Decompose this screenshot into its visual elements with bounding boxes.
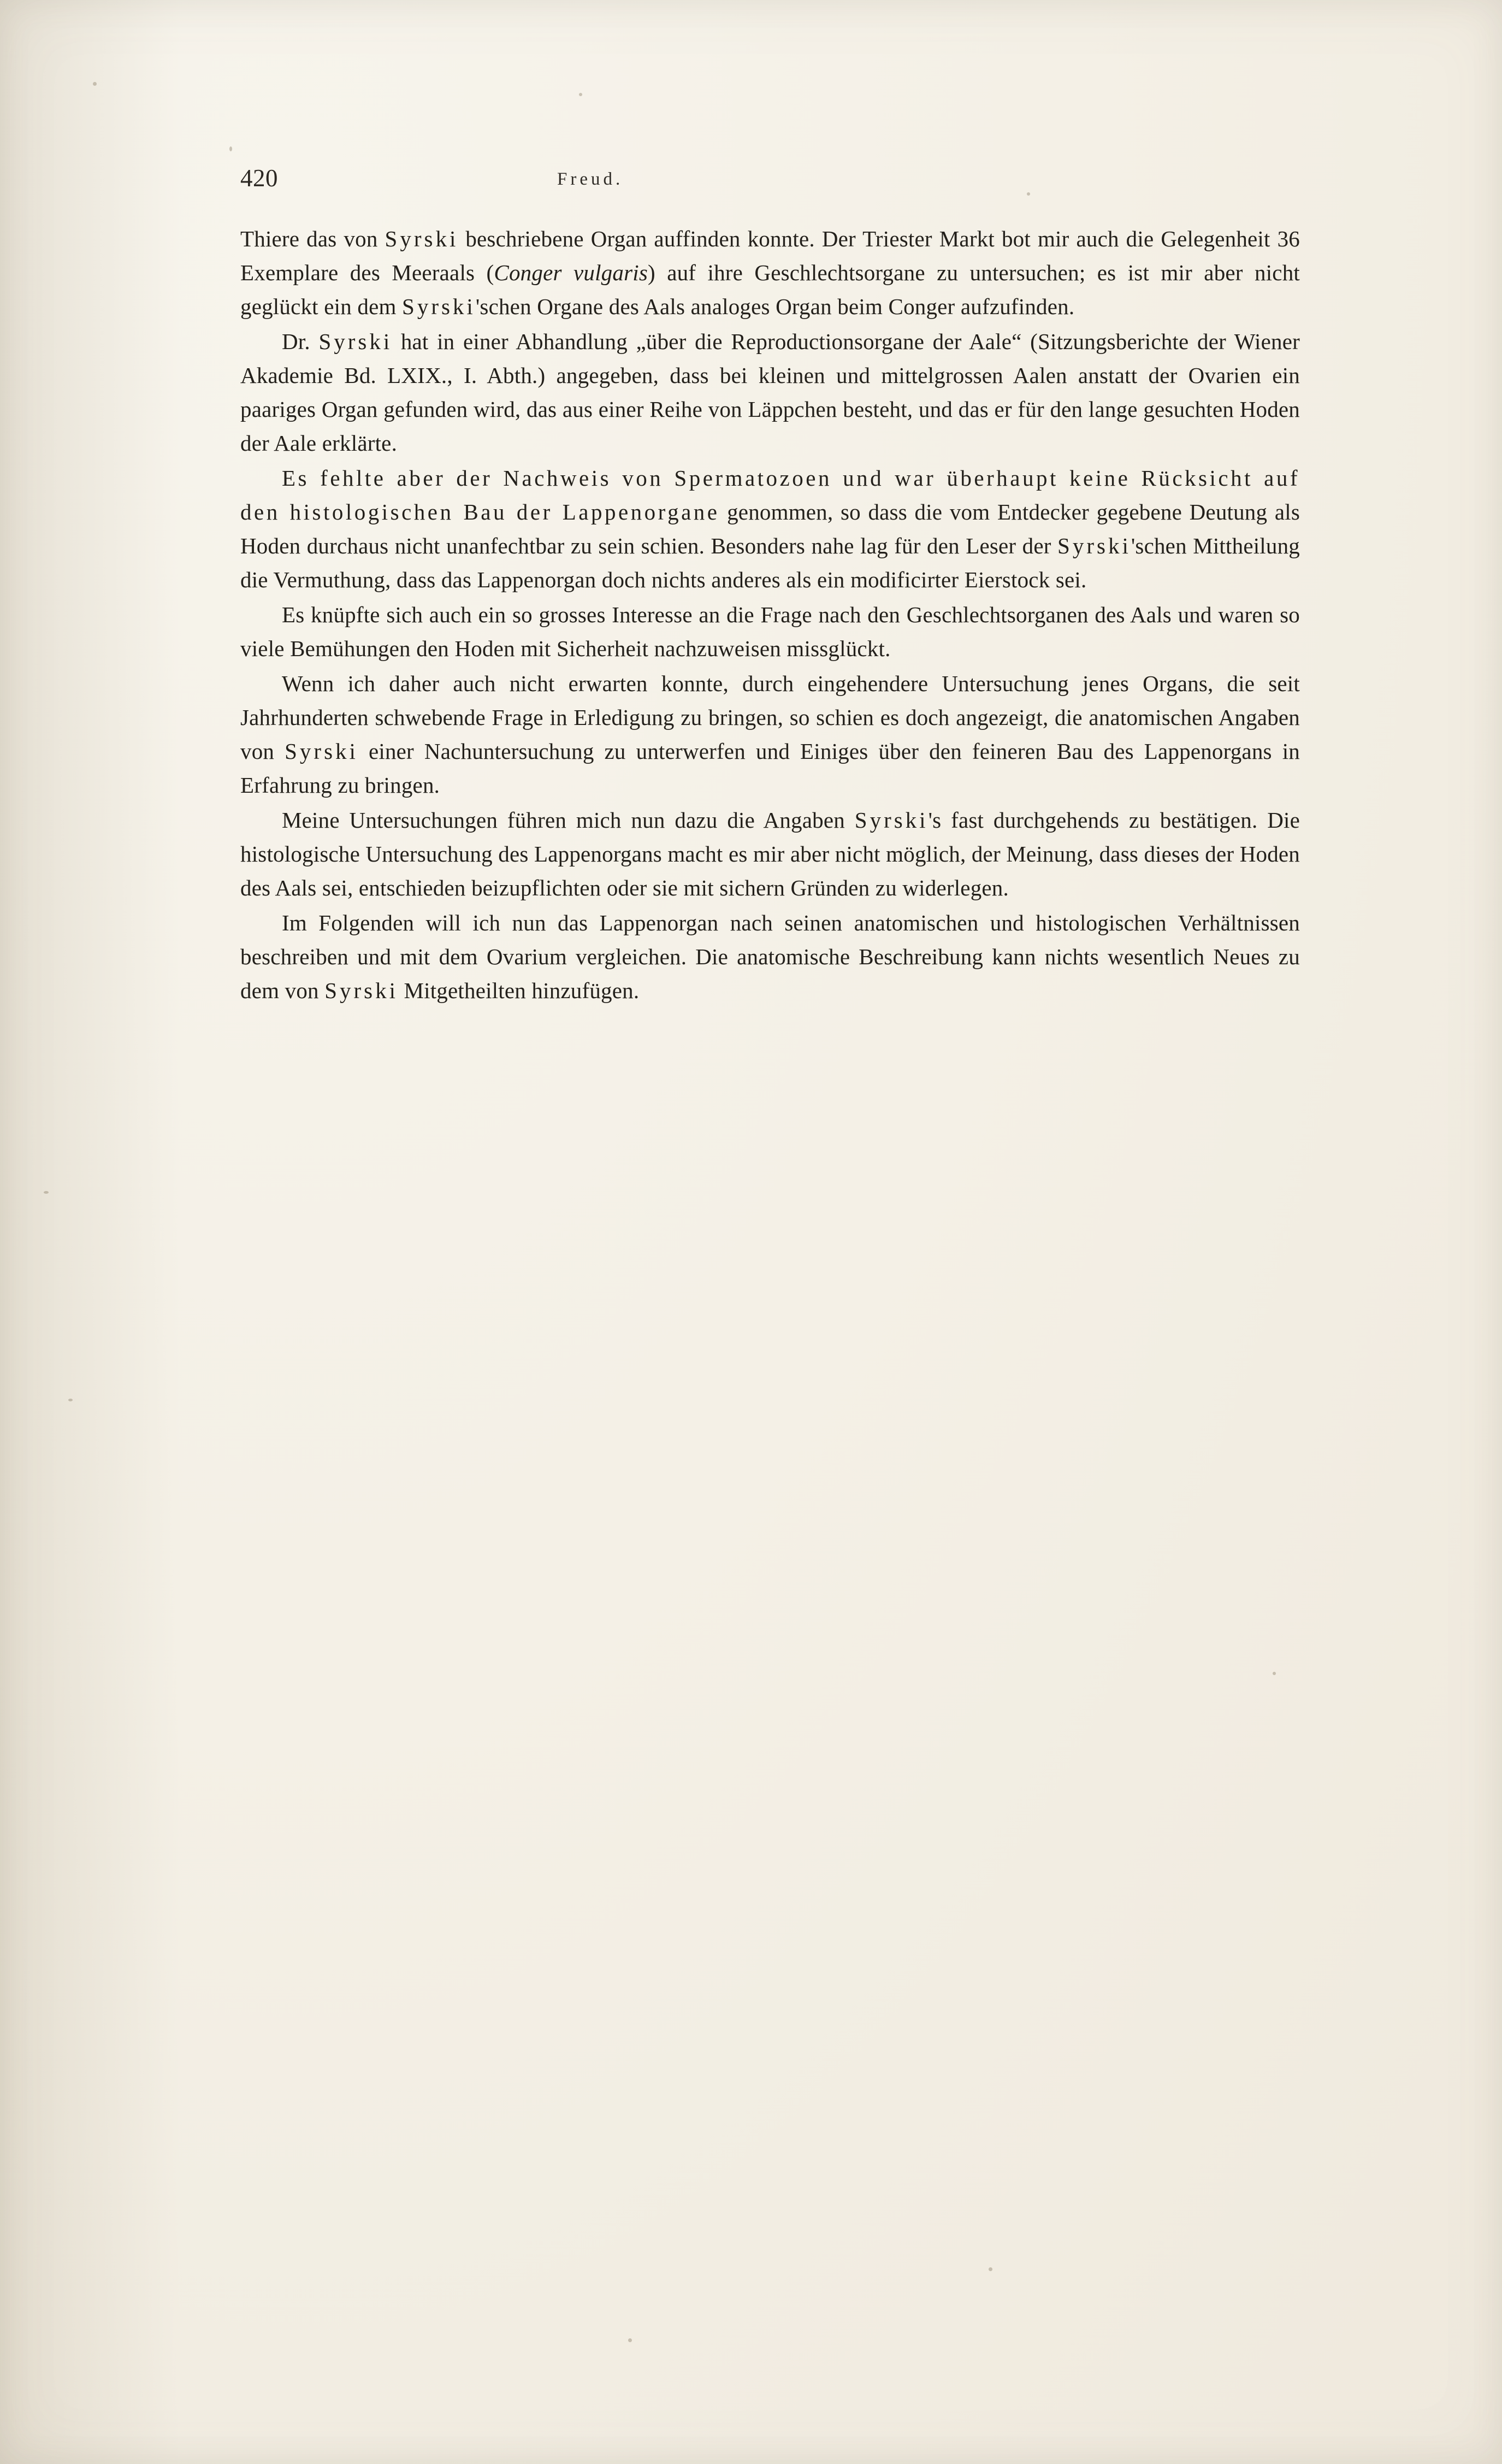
text-run: Es knüpfte sich auch ein so grosses Interesse an die Frage nach den Geschlechtsorganen des Aals und waren so viele Bemühungen den Hoden mit Sicherheit nachzuweisen missglückt. — [240, 602, 1300, 661]
text-run: genommen, so dass die vom Entdecker gegebene Deutung als Hoden durchaus nicht unanfechtbar zu sein schien. Besonders nahe lag für den Leser der — [240, 499, 1300, 558]
letterspaced-proper-name: Syrski — [402, 294, 476, 319]
text-run: 's fast durchgehends zu bestätigen. Die histologische Untersuchung des Lappenorgans macht es mir aber nicht möglich, der Meinung, dass dieses der Hoden des Aals sei, entschieden beizupflichten oder sie mit sichern Gründen zu widerlegen. — [240, 807, 1300, 900]
text-run: hat in einer Abhandlung „über die Reproductionsorgane der Aale“ (Sitzungsberichte der Wiener Akademie Bd. LXIX., I. Abth.) angegeben, dass bei kleinen und mittelgrossen Aalen anstatt der Ovarien ein paariges Organ gefunden wird, das aus einer Reihe von Läppchen besteht, und das er für den lange gesuchten Hoden der Aale erklärte. — [240, 329, 1300, 456]
scan-speckle — [93, 82, 97, 86]
text-run: Im Folgenden will ich nun das Lappenorgan nach seinen anatomischen und histologischen Verhältnissen beschreiben und mit dem Ovarium vergleichen. Die anatomische Beschreibung kann nichts wesentlich Neues zu dem von — [240, 910, 1300, 1003]
scan-speckle — [229, 146, 232, 151]
running-title: Freud. — [557, 169, 624, 189]
body-paragraph — [240, 222, 1300, 323]
running-head — [240, 164, 1300, 208]
body-paragraph — [240, 461, 1300, 597]
text-run: Wenn ich daher auch nicht erwarten konnte, durch eingehendere Untersuchung jenes Organs, die seit Jahrhunderten schwebende Frage in Erledigung zu bringen, so schien es doch angezeigt, die anatomischen Angaben von — [240, 671, 1300, 764]
scan-speckle — [44, 1191, 49, 1194]
text-run: 'schen Organe des Aals analoges Organ beim Conger aufzufinden. — [475, 294, 1075, 319]
body-paragraph — [240, 803, 1300, 905]
text-run: Thiere das von — [240, 226, 385, 251]
letterspaced-proper-name: Syrski — [385, 226, 459, 251]
letterspaced-proper-name: Syrski — [854, 807, 929, 833]
body-paragraph — [240, 667, 1300, 802]
emphasized-text: Es fehlte aber der Nachweis von Spermatozoen und war überhaupt keine Rücksicht auf den histologischen Bau der Lappenorgane — [240, 465, 1300, 524]
scan-speckle — [989, 2267, 992, 2271]
letterspaced-proper-name: Syrski — [318, 329, 393, 354]
letterspaced-proper-name: Syrski — [1057, 533, 1131, 558]
text-run: Mitgetheilten hinzufügen. — [398, 978, 640, 1003]
text-run: ) auf ihre Geschlechtsorgane zu untersuchen; es ist mir aber nicht geglückt ein dem — [240, 260, 1300, 319]
scan-speckle — [68, 1399, 73, 1401]
text-run: Dr. — [282, 329, 319, 354]
scan-speckle — [628, 2338, 632, 2342]
letterspaced-proper-name: Syrski — [324, 978, 399, 1003]
text-run: 'schen Mittheilung die Vermuthung, dass das Lappenorgan doch nichts anderes als ein modificirter Eierstock sei. — [240, 533, 1300, 592]
body-paragraph — [240, 325, 1300, 460]
body-paragraph — [240, 906, 1300, 1007]
page-text-column — [240, 164, 1300, 1007]
body-paragraph — [240, 598, 1300, 665]
scan-speckle — [579, 93, 582, 96]
text-run: Meine Untersuchungen führen mich nun dazu die Angaben — [282, 807, 855, 833]
scan-speckle — [1273, 1672, 1276, 1675]
page-number: 420 — [240, 164, 278, 192]
text-run: beschriebene Organ auffinden konnte. Der Triester Markt bot mir auch die Gelegenheit 36 Exemplare des Meeraals ( — [240, 226, 1300, 285]
italic-species-name: Conger vulgaris — [494, 260, 648, 285]
text-run: einer Nachuntersuchung zu unterwerfen und Einiges über den feineren Bau des Lappenorgans in Erfahrung zu bringen. — [240, 739, 1300, 798]
letterspaced-proper-name: Syrski — [285, 739, 358, 764]
